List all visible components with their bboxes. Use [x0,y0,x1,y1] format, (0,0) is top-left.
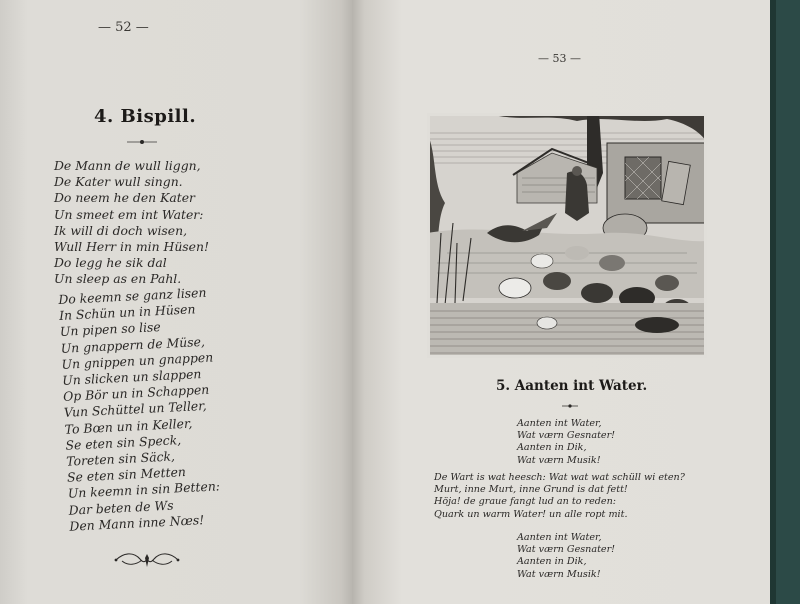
verse-line: Toreten sin Säck, [65,448,176,469]
stanza-2 [58,285,222,535]
verse-line: Wat værn Gesnater! [517,430,616,442]
verse-line: Un slicken un slappen [61,366,202,388]
title-ornament [125,138,159,146]
verse-line: Se eten sin Speck, [65,432,182,453]
verse-line: Op Bör un in Schappen [62,381,210,405]
verse-line: Vun Schüttel un Teller, [63,398,208,421]
verse-line: Dar beten de Ws [68,497,174,518]
verse-line: Un sleep as en Pahl. [54,271,182,287]
verse-line: Un smeet em int Water: [54,206,204,222]
verse-line: De Kater wull singn. [54,174,183,190]
verse-line: Quark un warm Water! un alle ropt mit. [434,508,628,520]
verse-line: Un keemn in sin Betten: [67,478,221,502]
book-cover-shadow [770,0,776,604]
verse-line: Wull Herr in min Hüsen! [54,239,209,255]
verse-line: Do legg he sik dal [54,255,167,271]
duck-pond-illustration [427,113,707,358]
stanza-2 [434,472,685,521]
verse-line: Un gnappern de Müse, [60,333,206,356]
page-number-right: — 53 — [538,52,581,65]
verse-line: Den Mann inne Nœs! [69,511,205,534]
verse-line: Do keemn se ganz lisen [58,284,207,307]
verse-line: Un gnippen un gnappen [61,349,214,372]
right-page [352,0,770,604]
poem-title-right: 5. Aanten int Water. [496,378,648,394]
poem-title-left: 4. Bispill. [94,106,197,127]
verse-line: Ik will di doch wisen, [54,222,188,238]
verse-line: Wat værn Musik! [517,454,601,466]
verse-line: De Mann de wull liggn, [54,158,201,173]
verse-line: Aanten int Water, [517,532,602,543]
verse-line: Höja! de graue fangt lud an to reden: [434,496,617,508]
end-ornament [112,548,182,570]
verse-line: Aanten int Water, [517,418,602,429]
verse-line: Wat værn Gesnater! [517,544,616,556]
page-number-left: — 52 — [98,20,149,35]
stanza-1 [517,418,615,467]
title-ornament [560,402,580,410]
verse-line: De Wart is wat heesch: Wat wat wat schüll wi eten? [434,472,685,483]
verse-line: Aanten in Dik, [517,442,587,454]
left-page [0,0,352,604]
verse-line: Do neem he den Kater [54,190,195,206]
verse-line: In Schün un in Hüsen [58,301,196,324]
verse-line: Murt, inne Murt, inne Grund is dat fett! [434,484,628,496]
stanza-1 [54,158,209,288]
verse-line: Aanten in Dik, [517,556,587,568]
verse-line: To Bœn un in Keller, [64,415,193,437]
stanza-3 [517,532,615,581]
verse-line: Se eten sin Metten [66,464,187,486]
verse-line: Un pipen so lise [59,319,162,340]
verse-line: Wat værn Musik! [517,568,601,580]
